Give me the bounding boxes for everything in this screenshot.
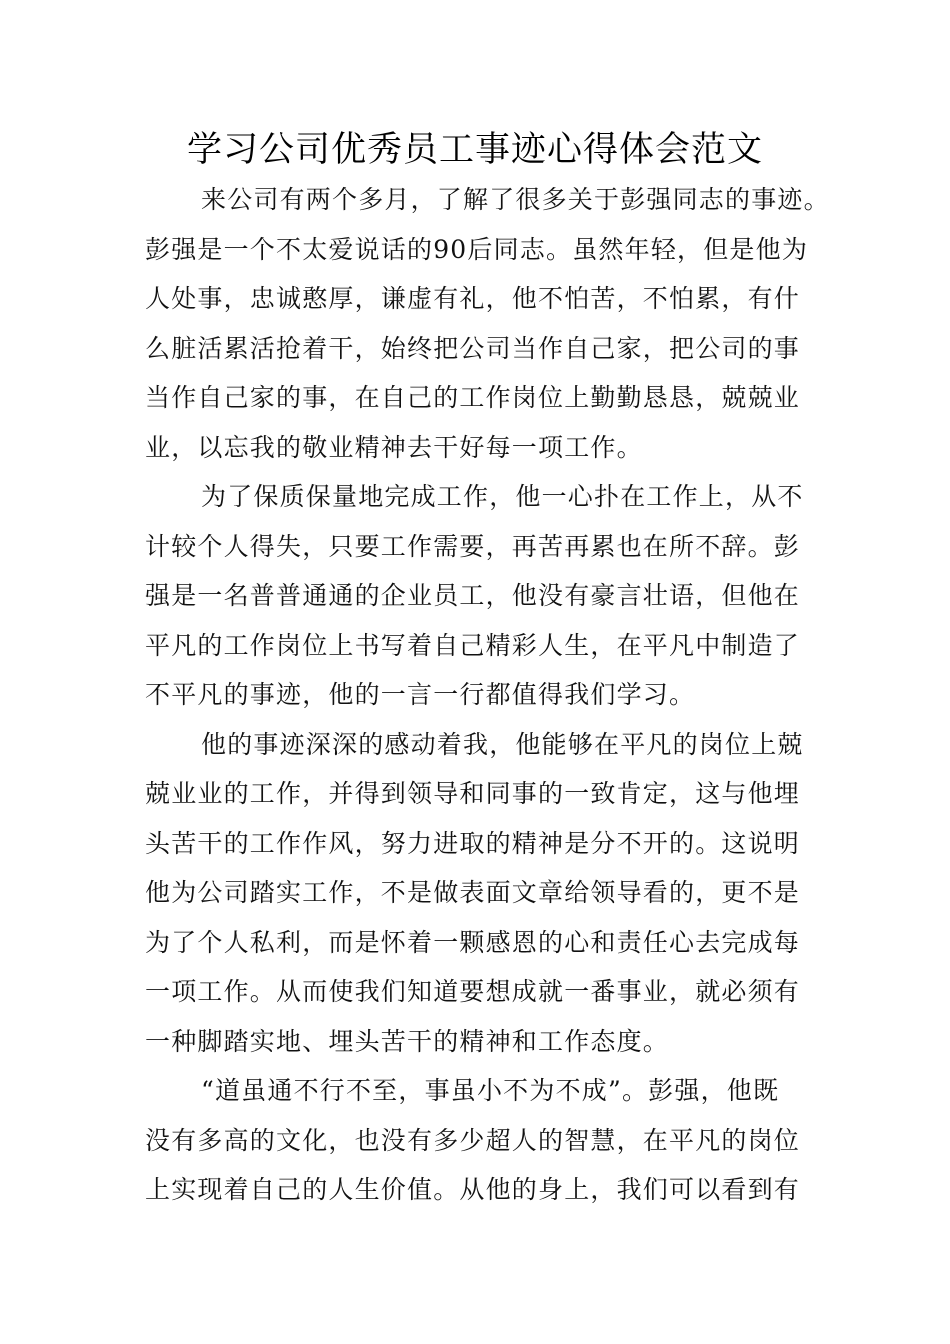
text-line: 不平凡的事迹，他的一言一行都值得我们学习。 <box>145 680 696 709</box>
text-line: 计较个人得失，只要工作需要，再苦再累也在所不辞。彭 <box>145 531 801 561</box>
text-line: 平凡的工作岗位上书写着自己精彩人生，在平凡中制造了 <box>145 630 801 660</box>
text-line: 一项工作。从而使我们知道要想成就一番事业，就必须有 <box>145 977 801 1006</box>
text-line: 一种脚踏实地、埋头苦干的精神和工作态度。 <box>145 1026 670 1056</box>
text-line: 他的事迹深深的感动着我，他能够在平凡的岗位上兢 <box>201 729 804 759</box>
text-line: 兢业业的工作，并得到领导和同事的一致肯定，这与他埋 <box>145 779 801 808</box>
document-body <box>145 175 835 1215</box>
text-line: 来公司有两个多月，了解了很多关于彭强同志的事迹。 <box>201 185 830 214</box>
text-line: 上实现着自己的人生价值。从他的身上，我们可以看到有 <box>145 1175 801 1204</box>
text-line: 么脏活累活抢着干，始终把公司当作自己家，把公司的事 <box>145 333 801 363</box>
document-title: 学习公司优秀员工事迹心得体会范文 <box>186 130 763 170</box>
text-line: “道虽通不行不至，事虽小不为不成”。彭强，他既 <box>201 1076 780 1105</box>
text-line: 当作自己家的事，在自己的工作岗位上勤勤恳恳，兢兢业 <box>145 383 801 412</box>
text-line: 业，以忘我的敬业精神去干好每一项工作。 <box>145 432 643 462</box>
text-line: 人处事，忠诚憨厚，谦虚有礼，他不怕苦，不怕累，有什 <box>145 284 801 313</box>
text-line: 头苦干的工作作风，努力进取的精神是分不开的。这说明 <box>145 828 801 858</box>
text-line: 他为公司踏实工作，不是做表面文章给领导看的，更不是 <box>145 878 801 907</box>
text-line: 为了个人私利，而是怀着一颗感恩的心和责任心去完成每 <box>145 927 801 957</box>
text-line: 强是一名普普通通的企业员工，他没有豪言壮语，但他在 <box>145 581 801 610</box>
text-line: 彭强是一个不太爱说话的90后同志。虽然年轻，但是他为 <box>145 234 809 264</box>
text-line: 为了保质保量地完成工作，他一心扑在工作上，从不 <box>201 482 804 511</box>
text-line: 没有多高的文化，也没有多少超人的智慧，在平凡的岗位 <box>145 1125 801 1155</box>
